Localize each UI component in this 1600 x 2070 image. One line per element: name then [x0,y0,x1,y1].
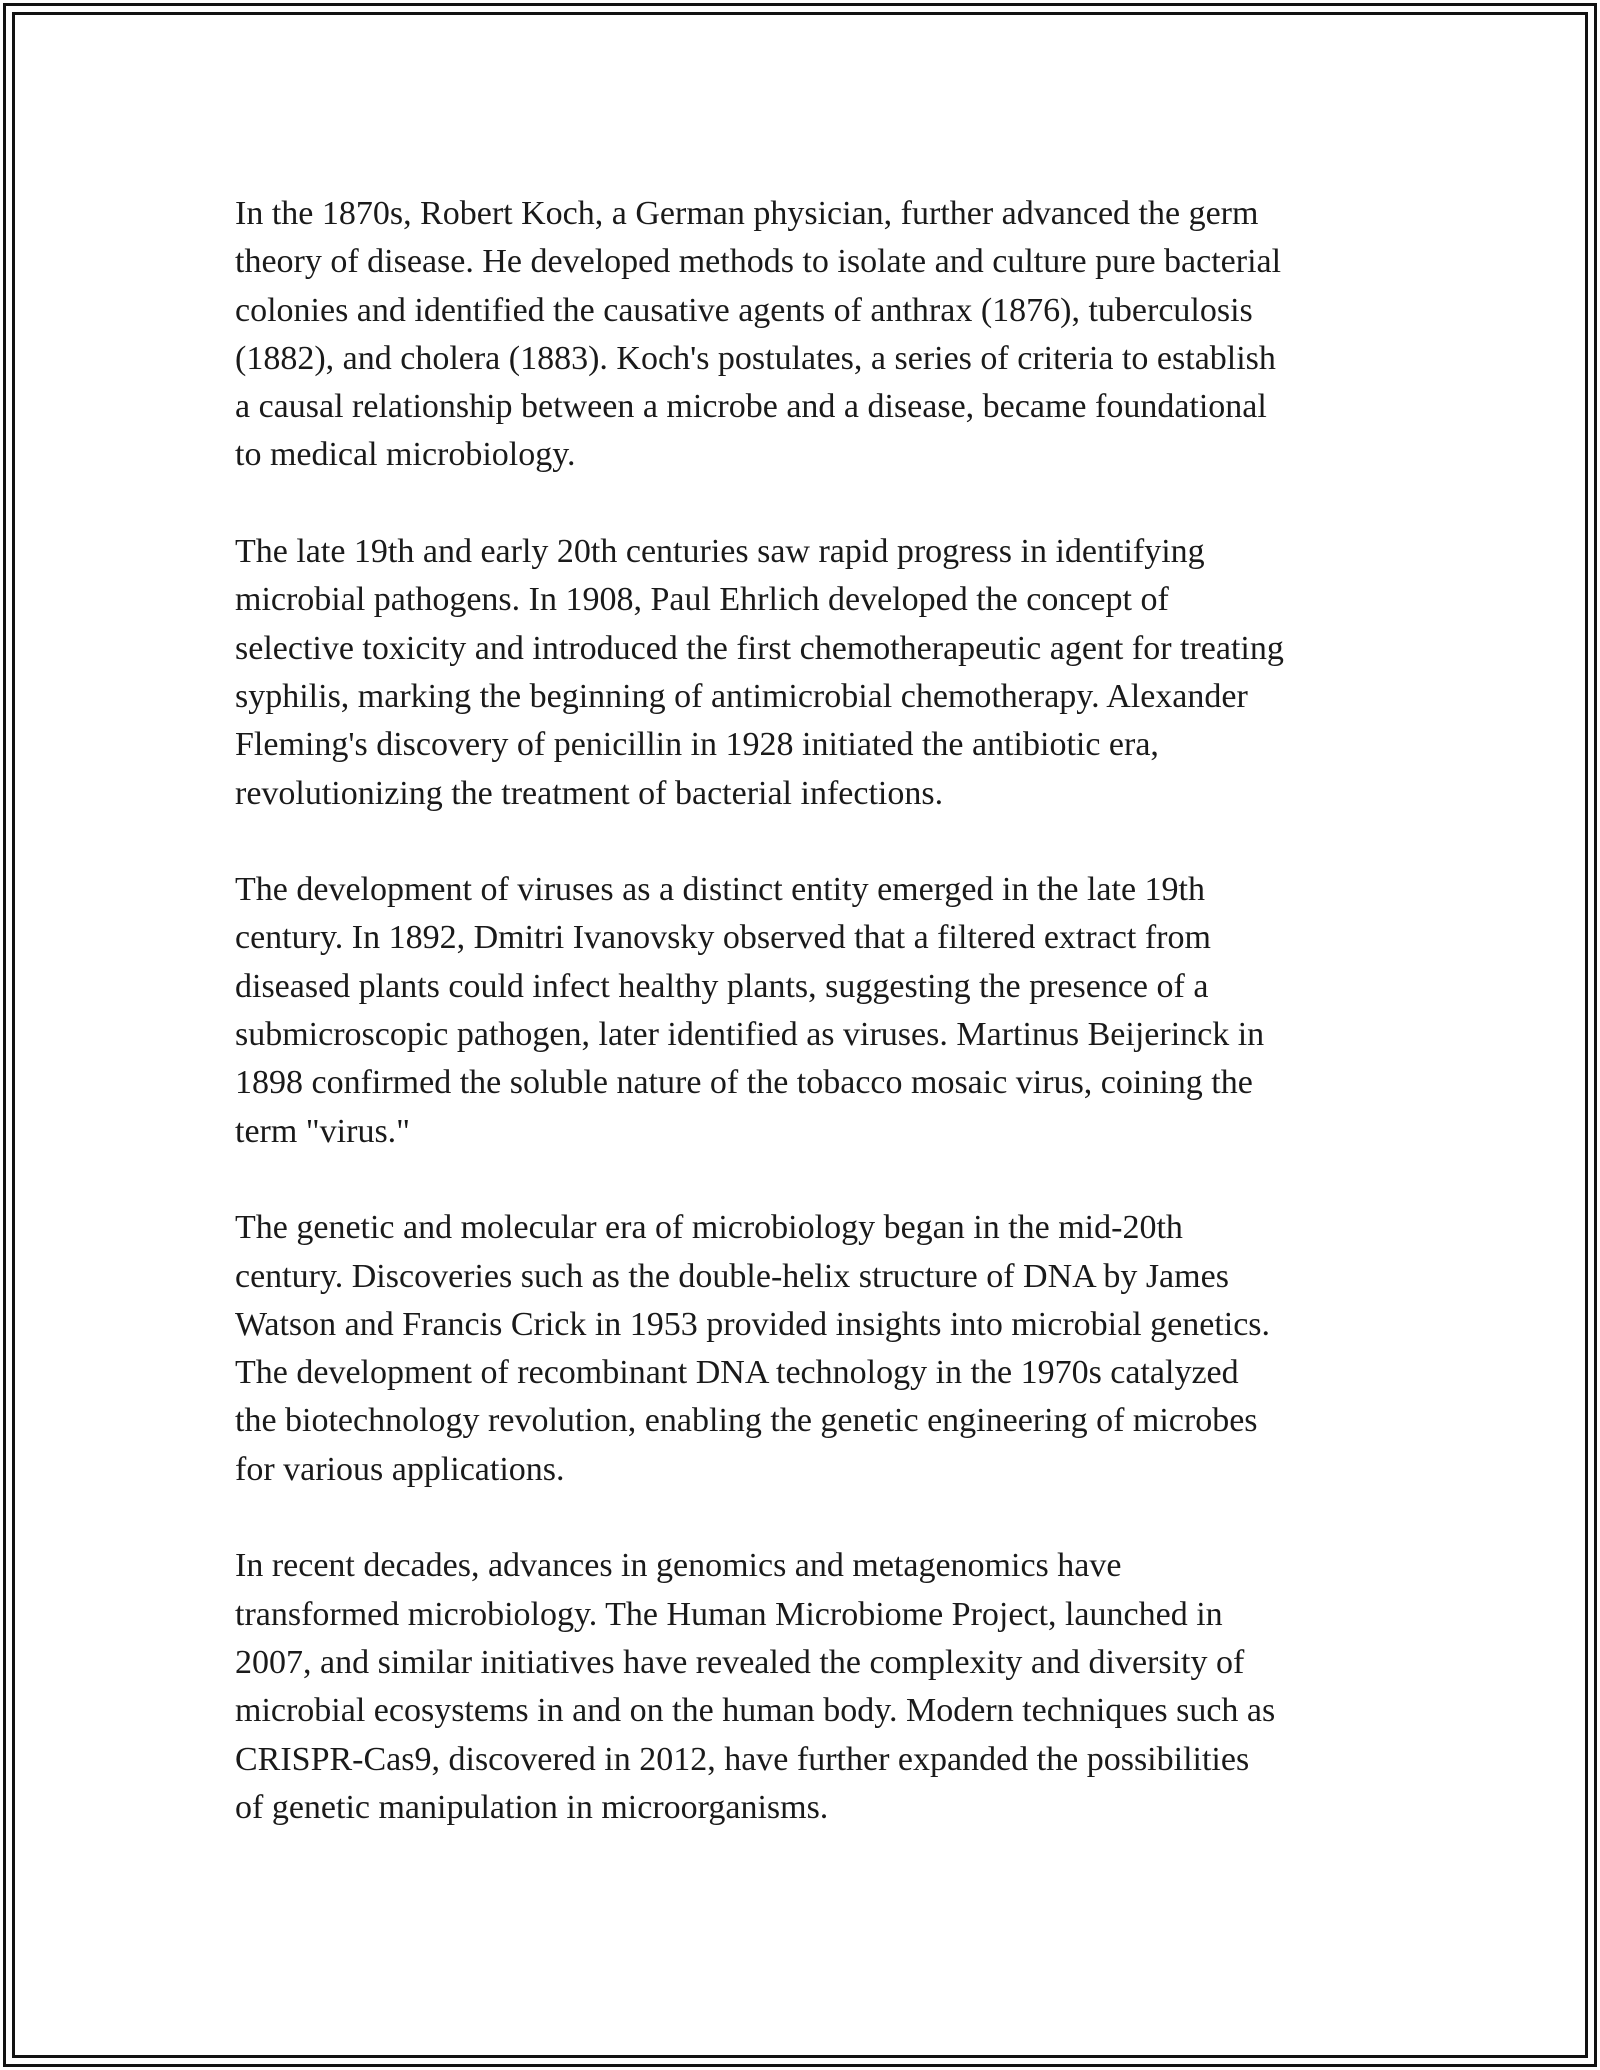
paragraph-molecular-era: The genetic and molecular era of microbiology began in the mid-20th century. Discoveries such as the double-helix structure of DNA by James Watson and Francis Crick in 1953 provided insights into microbial genetics. The development of recombinant DNA technology in the 1970s catalyzed the biotechnology revolution, enabling the genetic engineering of microbes for various applications. [235,1209,1271,1488]
paragraph-koch: In the 1870s, Robert Koch, a German physician, further advanced the germ theory of disease. He developed methods to isolate and culture pure bacterial colonies and identified the causative agents of anthrax (1876), tuberculosis (1882), and cholera (1883). Koch's postulates, a series of criteria to establish a causal relationship between a microbe and a disease, became foundational to medical microbiology. [235,195,1282,474]
paragraph-viruses: The development of viruses as a distinct entity emerged in the late 19th century. In 1892, Dmitri Ivanovsky observed that a filtered extract from diseased plants could infect healthy plants, suggesting the presence of a submicroscopic pathogen, later identified as viruses. Martinus Beijerinck in 1898 confirmed the soluble nature of the tobacco mosaic virus, coining the term "virus." [235,871,1265,1150]
document-body [235,190,1375,1832]
paragraph-pathogens: The late 19th and early 20th centuries saw rapid progress in identifying microbial pathogens. In 1908, Paul Ehrlich developed the concept of selective toxicity and introduced the first chemotherapeutic agent for treating syphilis, marking the beginning of antimicrobial chemotherapy. Alexander Fleming's discovery of penicillin in 1928 initiated the antibiotic era, revolutionizing the treatment of bacterial infections. [235,533,1284,812]
paragraph-genomics: In recent decades, advances in genomics and metagenomics have transformed microbiology. The Human Microbiome Project, launched in 2007, and similar initiatives have revealed the complexity and diversity of microbial ecosystems in and on the human body. Modern techniques such as CRISPR-Cas9, discovered in 2012, have further expanded the possibilities of genetic manipulation in microorganisms. [235,1547,1276,1826]
